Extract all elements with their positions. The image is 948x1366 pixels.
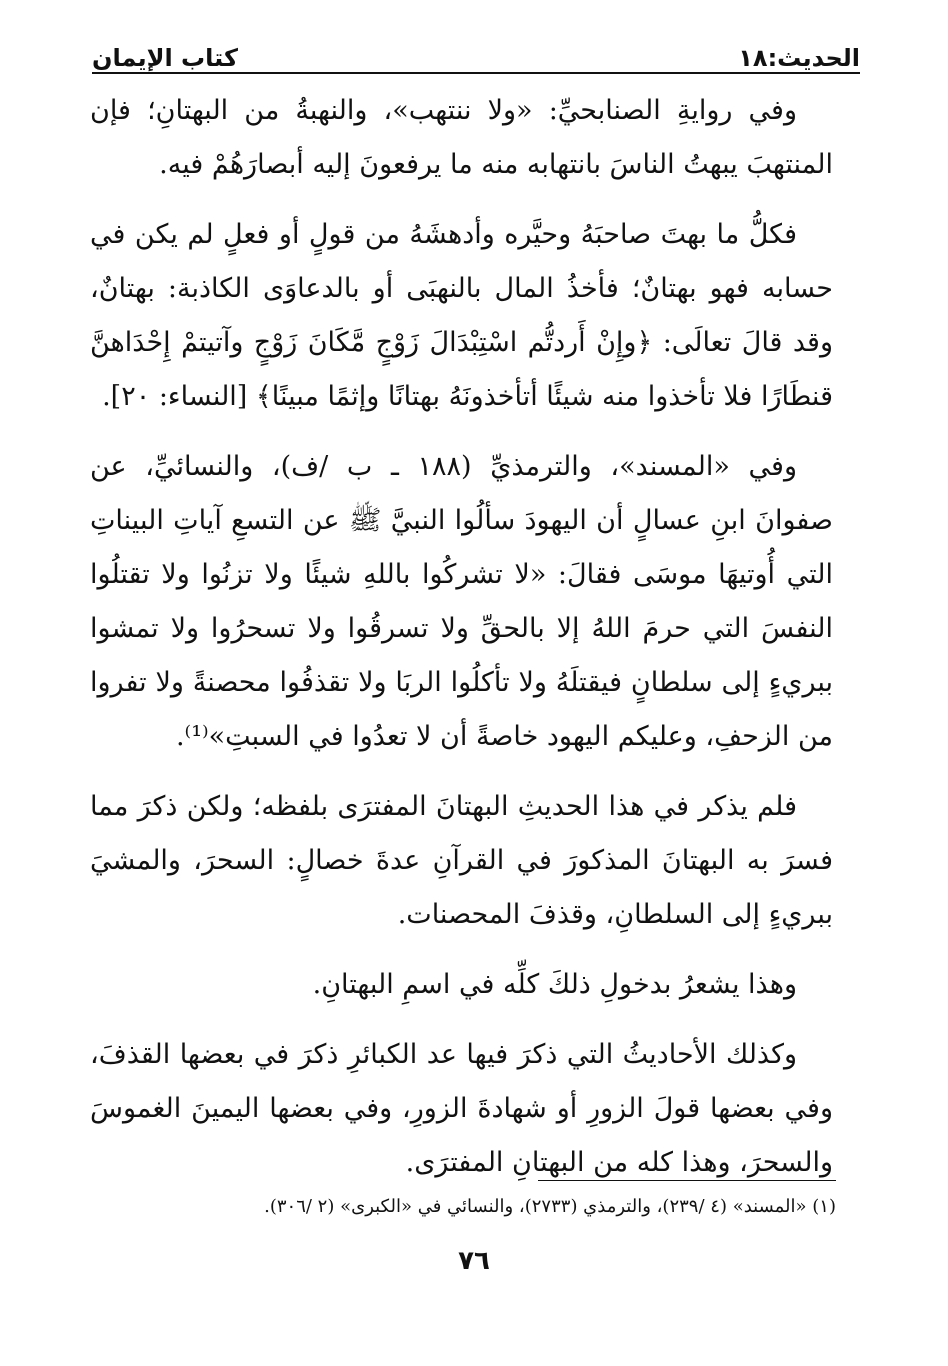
paragraph: وهذا يشعرُ بدخولِ ذلكَ كلِّه في اسمِ البهتانِ. [312,969,797,1000]
page-number: ٧٦ [458,1246,490,1276]
paragraph: فلم يذكر في هذا الحديثِ البهتانَ المفترَى بلفظه؛ ولكن ذكرَ مما فسرَ به البهتانَ المذكورَ في القرآنِ عدةَ خصالٍ: السحرَ، والمشيَ ببريءٍ إلى السلطانِ، وقذفَ المحصنات. [90,791,833,930]
main-text [90,84,833,1190]
footnote: (١) «المسند» (٤ /٢٣٩)، والترمذي (٢٧٣٣)، والنسائي في «الكبرى» (٢ /٣٠٦). [264,1196,836,1217]
paragraph: وفي «المسند»، والترمذيِّ (١٨٨ ـ ب /ف)، والنسائيِّ، عن صفوانَ ابنِ عسالٍ أن اليهودَ سألُوا النبيَّ ﷺ عن التسعِ آياتِ البيناتِ التي أُوتيهَا موسَى فقالَ: «لا تشركُوا باللهِ شيئًا ولا تزنُوا ولا تقتلُوا النفسَ التي حرمَ اللهُ إلا بالحقِّ ولا تسرقُوا ولا تسحرُوا ولا تمشوا ببريءٍ إلى سلطانٍ فيقتلَهُ ولا تأكلُوا الربَا ولا تقذفُوا محصنةً ولا تفروا من الزحفِ، وعليكم اليهود خاصةً أن لا تعدُوا في السبتِ»⁽¹⁾. [90,451,834,752]
paragraph: وفي روايةِ الصنابحيِّ: «ولا ننتهب»، والنهبةُ من البهتانِ؛ فإن المنتهبَ يبهتُ الناسَ بانتهابه منه ما يرفعونَ إليه أبصارَهُمْ فيه. [90,95,833,180]
paragraph: وكذلك الأحاديثُ التي ذكرَ فيها عد الكبائرِ ذكرَ في بعضها القذفَ، وفي بعضها قولَ الزورِ أو شهادةَ الزورِ، وفي بعضها اليمينَ الغموسَ والسحرَ، وهذا كله من البهتانِ المفترَى. [90,1039,833,1178]
paragraph: فكلُّ ما بهتَ صاحبَهُ وحيَّره وأدهشَهُ من قولٍ أو فعلٍ لم يكن في حسابه فهو بهتانٌ؛ فأخذُ المال بالنهبَى أو بالدعاوَى الكاذبة: بهتانٌ، وقد قالَ تعالَى: ﴿وإِنْ أَردتُّم اسْتِبْدَالَ زَوْجٍ مَّكَانَ زَوْجٍ وآتيتمْ إِحْدَاهنَّ قنطَارًا فلا تأخذوا منه شيئًا أتأخذونَهُ بهتانًا وإثمًا مبينًا﴾ [النساء: ٢٠]. [90,219,833,412]
footnote-divider [538,1180,836,1181]
book-title: كتاب الإيمان [92,44,238,72]
running-header [92,38,860,72]
hadith-number-label: الحديث:١٨ [738,44,860,72]
header-divider [92,72,860,74]
